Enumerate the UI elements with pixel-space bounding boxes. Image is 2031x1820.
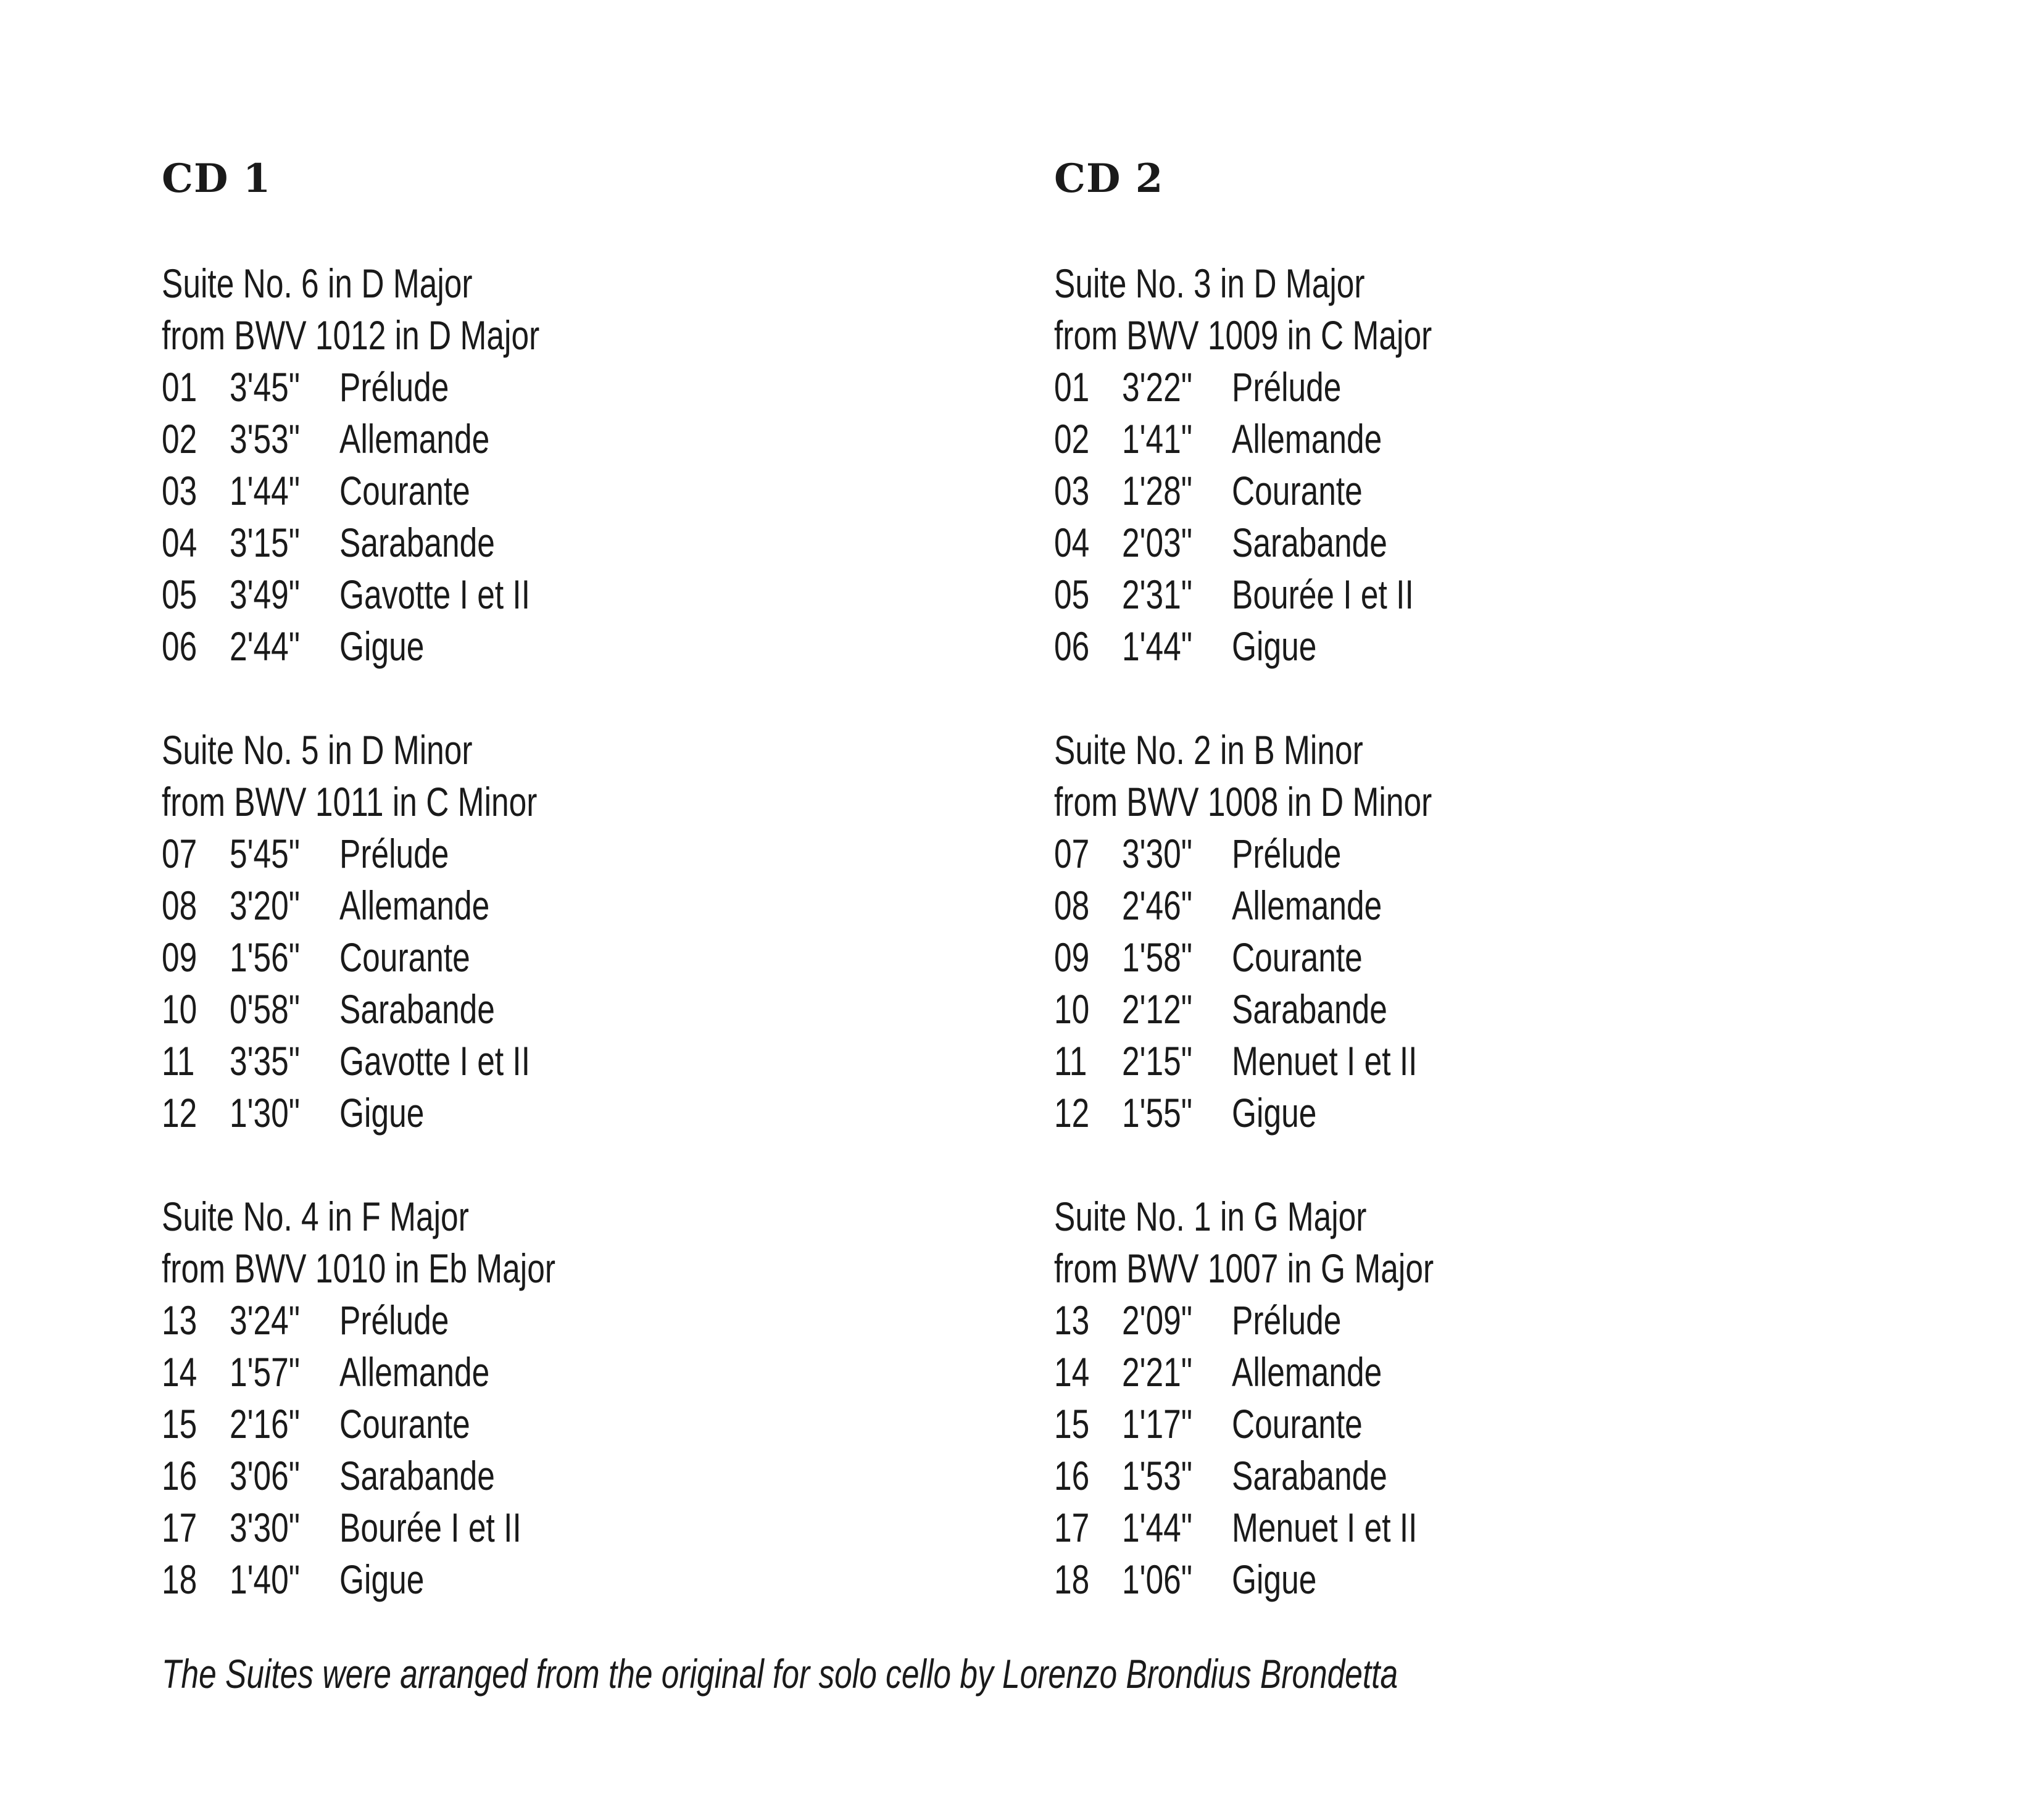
track-duration: 2'09" — [1122, 1297, 1193, 1343]
track-row — [162, 1035, 964, 1087]
track-title: Allemande — [339, 1349, 490, 1395]
track-title: Allemande — [339, 883, 490, 928]
suite-block — [162, 257, 964, 672]
track-duration: 3'53" — [230, 416, 301, 462]
track-row — [1054, 1502, 1856, 1553]
track-title: Courante — [339, 934, 470, 980]
track-row — [1054, 1294, 1856, 1346]
disc-cd1 — [162, 151, 964, 1657]
track-row — [162, 465, 964, 517]
track-duration: 1'44" — [230, 468, 301, 513]
track-number: 15 — [162, 1401, 197, 1447]
track-number: 03 — [162, 468, 197, 513]
track-title: Courante — [1232, 468, 1363, 513]
track-duration: 3'22" — [1122, 364, 1193, 410]
track-row — [1054, 931, 1856, 983]
track-duration: 1'41" — [1122, 416, 1193, 462]
track-duration: 3'45" — [230, 364, 301, 410]
track-duration: 1'44" — [1122, 1505, 1193, 1550]
track-duration: 2'31" — [1122, 571, 1193, 617]
track-row — [162, 828, 964, 879]
track-number: 16 — [1054, 1453, 1090, 1498]
track-row — [162, 879, 964, 931]
track-row — [162, 1398, 964, 1450]
track-number: 17 — [1054, 1505, 1090, 1550]
track-number: 10 — [1054, 986, 1090, 1032]
track-duration: 1'28" — [1122, 468, 1193, 513]
track-duration: 3'24" — [230, 1297, 301, 1343]
track-row — [1054, 1346, 1856, 1398]
suite-source: from BWV 1009 in C Major — [1054, 312, 1432, 358]
track-duration: 3'20" — [230, 883, 301, 928]
track-number: 02 — [162, 416, 197, 462]
track-title: Gavotte I et II — [339, 571, 531, 617]
suite-source: from BWV 1007 in G Major — [1054, 1245, 1434, 1291]
track-number: 06 — [162, 623, 197, 669]
suite-block — [162, 724, 964, 1139]
track-row — [162, 1450, 964, 1502]
suite-name: Suite No. 2 in B Minor — [1054, 727, 1363, 773]
suite-name: Suite No. 6 in D Major — [162, 260, 473, 306]
track-title: Courante — [339, 468, 470, 513]
track-duration: 1'06" — [1122, 1556, 1193, 1602]
track-title: Allemande — [1232, 416, 1382, 462]
track-number: 01 — [162, 364, 197, 410]
track-row — [1054, 568, 1856, 620]
track-title: Allemande — [339, 416, 490, 462]
track-title: Gigue — [339, 1556, 425, 1602]
track-title: Bourée I et II — [1232, 571, 1414, 617]
track-row — [162, 1502, 964, 1553]
track-duration: 3'30" — [1122, 831, 1193, 876]
track-title: Menuet I et II — [1232, 1038, 1418, 1084]
track-duration: 2'16" — [230, 1401, 301, 1447]
track-number: 14 — [1054, 1349, 1090, 1395]
track-row — [1054, 879, 1856, 931]
track-number: 12 — [162, 1090, 197, 1136]
disc-title: CD 1 — [162, 156, 272, 202]
track-number: 18 — [1054, 1556, 1090, 1602]
track-title: Sarabande — [339, 1453, 495, 1498]
disc-cd2 — [1054, 151, 1856, 1657]
track-duration: 2'03" — [1122, 520, 1193, 565]
disc-title: CD 2 — [1054, 156, 1164, 202]
track-duration: 3'35" — [230, 1038, 301, 1084]
track-number: 05 — [1054, 571, 1090, 617]
track-duration: 1'53" — [1122, 1453, 1193, 1498]
track-title: Prélude — [339, 831, 449, 876]
track-number: 17 — [162, 1505, 197, 1550]
track-number: 08 — [1054, 883, 1090, 928]
track-title: Prélude — [1232, 364, 1342, 410]
track-number: 06 — [1054, 623, 1090, 669]
track-duration: 5'45" — [230, 831, 301, 876]
track-row — [1054, 465, 1856, 517]
track-row — [1054, 620, 1856, 672]
track-row — [162, 1553, 964, 1605]
track-title: Courante — [1232, 934, 1363, 980]
track-row — [1054, 1398, 1856, 1450]
track-duration: 1'58" — [1122, 934, 1193, 980]
track-row — [162, 620, 964, 672]
track-title: Gavotte I et II — [339, 1038, 531, 1084]
track-row — [162, 1294, 964, 1346]
track-row — [162, 413, 964, 465]
track-title: Prélude — [339, 1297, 449, 1343]
suite-name: Suite No. 4 in F Major — [162, 1194, 469, 1239]
track-row — [1054, 413, 1856, 465]
track-number: 12 — [1054, 1090, 1090, 1136]
track-duration: 3'49" — [230, 571, 301, 617]
track-duration: 1'30" — [230, 1090, 301, 1136]
suite-name: Suite No. 5 in D Minor — [162, 727, 473, 773]
track-number: 16 — [162, 1453, 197, 1498]
suite-block — [1054, 724, 1856, 1139]
track-number: 03 — [1054, 468, 1090, 513]
track-title: Courante — [1232, 1401, 1363, 1447]
track-number: 14 — [162, 1349, 197, 1395]
track-title: Sarabande — [1232, 1453, 1387, 1498]
track-duration: 1'44" — [1122, 623, 1193, 669]
suite-block — [1054, 257, 1856, 672]
track-title: Sarabande — [1232, 520, 1387, 565]
track-duration: 1'17" — [1122, 1401, 1193, 1447]
arrangement-credit: The Suites were arranged from the original for solo cello by Lorenzo Brondius Brondetta — [162, 1651, 1398, 1697]
track-number: 18 — [162, 1556, 197, 1602]
track-title: Allemande — [1232, 1349, 1382, 1395]
track-title: Courante — [339, 1401, 470, 1447]
track-number: 09 — [1054, 934, 1090, 980]
track-title: Bourée I et II — [339, 1505, 521, 1550]
track-duration: 3'06" — [230, 1453, 301, 1498]
track-duration: 0'58" — [230, 986, 301, 1032]
track-duration: 2'12" — [1122, 986, 1193, 1032]
track-number: 08 — [162, 883, 197, 928]
track-title: Gigue — [1232, 1090, 1317, 1136]
track-number: 01 — [1054, 364, 1090, 410]
track-row — [162, 517, 964, 568]
suite-source: from BWV 1008 in D Minor — [1054, 779, 1432, 825]
track-title: Sarabande — [1232, 986, 1387, 1032]
track-number: 11 — [162, 1038, 195, 1084]
suite-block — [162, 1190, 964, 1605]
track-duration: 3'15" — [230, 520, 301, 565]
track-duration: 1'40" — [230, 1556, 301, 1602]
track-row — [162, 1087, 964, 1139]
suite-source: from BWV 1010 in Eb Major — [162, 1245, 556, 1291]
track-number: 13 — [162, 1297, 197, 1343]
track-duration: 1'57" — [230, 1349, 301, 1395]
track-title: Gigue — [339, 623, 425, 669]
track-row — [1054, 1553, 1856, 1605]
track-row — [1054, 1035, 1856, 1087]
suite-name: Suite No. 1 in G Major — [1054, 1194, 1367, 1239]
track-number: 07 — [1054, 831, 1090, 876]
suite-block — [1054, 1190, 1856, 1605]
track-title: Prélude — [339, 364, 449, 410]
track-number: 04 — [162, 520, 197, 565]
track-title: Sarabande — [339, 520, 495, 565]
track-row — [162, 983, 964, 1035]
track-number: 10 — [162, 986, 197, 1032]
track-duration: 1'56" — [230, 934, 301, 980]
suite-source: from BWV 1011 in C Minor — [162, 779, 538, 825]
track-duration: 2'44" — [230, 623, 301, 669]
track-number: 05 — [162, 571, 197, 617]
track-title: Allemande — [1232, 883, 1382, 928]
track-row — [162, 568, 964, 620]
suite-name: Suite No. 3 in D Major — [1054, 260, 1365, 306]
track-duration: 2'46" — [1122, 883, 1193, 928]
track-title: Sarabande — [339, 986, 495, 1032]
track-title: Gigue — [1232, 1556, 1317, 1602]
track-title: Gigue — [1232, 623, 1317, 669]
track-row — [1054, 983, 1856, 1035]
track-number: 09 — [162, 934, 197, 980]
track-row — [1054, 1087, 1856, 1139]
track-title: Menuet I et II — [1232, 1505, 1418, 1550]
track-duration: 2'15" — [1122, 1038, 1193, 1084]
track-duration: 1'55" — [1122, 1090, 1193, 1136]
track-row — [162, 361, 964, 413]
suite-source: from BWV 1012 in D Major — [162, 312, 540, 358]
track-title: Prélude — [1232, 831, 1342, 876]
track-number: 02 — [1054, 416, 1090, 462]
track-number: 13 — [1054, 1297, 1090, 1343]
track-number: 04 — [1054, 520, 1090, 565]
track-row — [1054, 828, 1856, 879]
track-row — [1054, 361, 1856, 413]
track-row — [1054, 517, 1856, 568]
track-duration: 3'30" — [230, 1505, 301, 1550]
track-number: 07 — [162, 831, 197, 876]
track-duration: 2'21" — [1122, 1349, 1193, 1395]
track-row — [162, 1346, 964, 1398]
track-number: 15 — [1054, 1401, 1090, 1447]
track-title: Prélude — [1232, 1297, 1342, 1343]
track-number: 11 — [1054, 1038, 1087, 1084]
track-row — [162, 931, 964, 983]
track-title: Gigue — [339, 1090, 425, 1136]
track-row — [1054, 1450, 1856, 1502]
